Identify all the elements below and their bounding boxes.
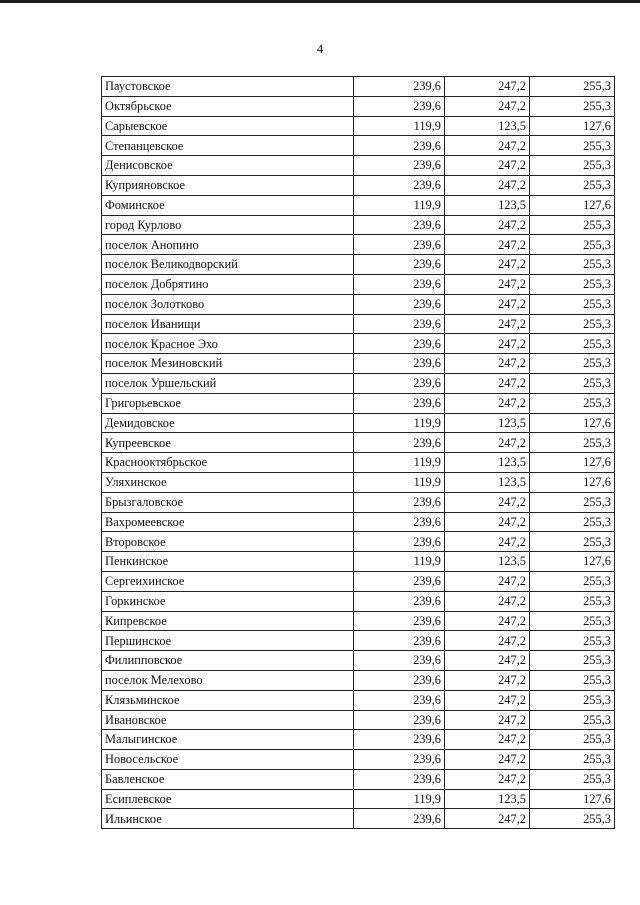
- value-cell-3: 255,3: [530, 77, 615, 97]
- value-cell-3: 255,3: [530, 314, 615, 334]
- value-cell-2: 247,2: [445, 710, 530, 730]
- value-cell-2: 247,2: [445, 314, 530, 334]
- settlement-name-cell: Куприяновское: [102, 175, 354, 195]
- table-row: [102, 195, 615, 215]
- settlement-name-cell: Вахромеевское: [102, 512, 354, 532]
- value-cell-3: 255,3: [530, 255, 615, 275]
- value-cell-1: 239,6: [354, 314, 445, 334]
- value-cell-2: 247,2: [445, 255, 530, 275]
- value-cell-1: 239,6: [354, 670, 445, 690]
- settlement-name-cell: поселок Мезиновский: [102, 354, 354, 374]
- value-cell-3: 255,3: [530, 591, 615, 611]
- value-cell-2: 247,2: [445, 809, 530, 829]
- table-row: [102, 789, 615, 809]
- settlement-name-cell: Ивановское: [102, 710, 354, 730]
- value-cell-2: 247,2: [445, 294, 530, 314]
- value-cell-3: 255,3: [530, 393, 615, 413]
- value-cell-1: 239,6: [354, 215, 445, 235]
- table-row: [102, 413, 615, 433]
- table-row: [102, 393, 615, 413]
- value-cell-3: 127,6: [530, 552, 615, 572]
- table-row: [102, 453, 615, 473]
- value-cell-2: 247,2: [445, 492, 530, 512]
- table-row: [102, 433, 615, 453]
- value-cell-3: 255,3: [530, 373, 615, 393]
- value-cell-3: 255,3: [530, 631, 615, 651]
- table-row: [102, 156, 615, 176]
- value-cell-1: 239,6: [354, 651, 445, 671]
- value-cell-2: 247,2: [445, 77, 530, 97]
- settlement-name-cell: Уляхинское: [102, 472, 354, 492]
- value-cell-2: 247,2: [445, 730, 530, 750]
- settlement-name-cell: поселок Уршельский: [102, 373, 354, 393]
- value-cell-1: 239,6: [354, 591, 445, 611]
- settlement-name-cell: поселок Иванищи: [102, 314, 354, 334]
- table-row: [102, 175, 615, 195]
- table-row: [102, 354, 615, 374]
- value-cell-2: 247,2: [445, 354, 530, 374]
- value-cell-1: 239,6: [354, 156, 445, 176]
- value-cell-2: 123,5: [445, 789, 530, 809]
- settlement-name-cell: поселок Добрятино: [102, 274, 354, 294]
- value-cell-3: 255,3: [530, 215, 615, 235]
- value-cell-3: 255,3: [530, 294, 615, 314]
- settlement-name-cell: город Курлово: [102, 215, 354, 235]
- table-row: [102, 552, 615, 572]
- value-cell-1: 239,6: [354, 334, 445, 354]
- settlement-name-cell: Першинское: [102, 631, 354, 651]
- table-row: [102, 77, 615, 97]
- value-cell-3: 127,6: [530, 413, 615, 433]
- value-cell-2: 247,2: [445, 651, 530, 671]
- table-row: [102, 136, 615, 156]
- value-cell-2: 247,2: [445, 235, 530, 255]
- value-cell-1: 119,9: [354, 789, 445, 809]
- top-border-line: [0, 0, 640, 3]
- table-row: [102, 215, 615, 235]
- value-cell-1: 119,9: [354, 472, 445, 492]
- value-cell-1: 239,6: [354, 690, 445, 710]
- settlement-name-cell: Брызгаловское: [102, 492, 354, 512]
- settlement-name-cell: Сергеихинское: [102, 571, 354, 591]
- value-cell-1: 119,9: [354, 116, 445, 136]
- value-cell-3: 255,3: [530, 571, 615, 591]
- value-cell-1: 239,6: [354, 730, 445, 750]
- table-row: [102, 670, 615, 690]
- table-row: [102, 373, 615, 393]
- value-cell-1: 239,6: [354, 631, 445, 651]
- value-cell-1: 119,9: [354, 552, 445, 572]
- value-cell-2: 247,2: [445, 631, 530, 651]
- settlement-name-cell: Фоминское: [102, 195, 354, 215]
- table-row: [102, 96, 615, 116]
- value-cell-2: 247,2: [445, 512, 530, 532]
- settlement-name-cell: Краснооктябрьское: [102, 453, 354, 473]
- value-cell-2: 247,2: [445, 373, 530, 393]
- settlement-name-cell: поселок Мелехово: [102, 670, 354, 690]
- settlement-name-cell: Октябрьское: [102, 96, 354, 116]
- value-cell-3: 127,6: [530, 453, 615, 473]
- value-cell-2: 123,5: [445, 413, 530, 433]
- value-cell-2: 123,5: [445, 472, 530, 492]
- settlement-name-cell: Бавленское: [102, 769, 354, 789]
- value-cell-2: 247,2: [445, 215, 530, 235]
- settlement-name-cell: Григорьевское: [102, 393, 354, 413]
- value-cell-2: 247,2: [445, 393, 530, 413]
- value-cell-3: 255,3: [530, 670, 615, 690]
- value-cell-3: 127,6: [530, 195, 615, 215]
- table-row: [102, 294, 615, 314]
- value-cell-1: 239,6: [354, 96, 445, 116]
- table-row: [102, 710, 615, 730]
- value-cell-2: 247,2: [445, 433, 530, 453]
- value-cell-2: 247,2: [445, 274, 530, 294]
- value-cell-2: 247,2: [445, 96, 530, 116]
- value-cell-2: 123,5: [445, 453, 530, 473]
- settlement-name-cell: Малыгинское: [102, 730, 354, 750]
- value-cell-3: 255,3: [530, 769, 615, 789]
- table-row: [102, 334, 615, 354]
- value-cell-3: 255,3: [530, 136, 615, 156]
- table-row: [102, 571, 615, 591]
- value-cell-3: 255,3: [530, 611, 615, 631]
- value-cell-2: 247,2: [445, 334, 530, 354]
- value-cell-2: 247,2: [445, 136, 530, 156]
- table-row: [102, 809, 615, 829]
- value-cell-1: 239,6: [354, 77, 445, 97]
- value-cell-3: 255,3: [530, 512, 615, 532]
- settlement-name-cell: Новосельское: [102, 750, 354, 770]
- table-row: [102, 472, 615, 492]
- value-cell-3: 255,3: [530, 433, 615, 453]
- tariff-table: [101, 76, 615, 829]
- value-cell-3: 255,3: [530, 274, 615, 294]
- value-cell-1: 239,6: [354, 492, 445, 512]
- value-cell-3: 127,6: [530, 472, 615, 492]
- value-cell-1: 119,9: [354, 195, 445, 215]
- value-cell-1: 239,6: [354, 532, 445, 552]
- value-cell-3: 255,3: [530, 690, 615, 710]
- value-cell-2: 123,5: [445, 552, 530, 572]
- value-cell-3: 255,3: [530, 809, 615, 829]
- value-cell-1: 239,6: [354, 611, 445, 631]
- value-cell-1: 239,6: [354, 809, 445, 829]
- table-row: [102, 235, 615, 255]
- table-row: [102, 512, 615, 532]
- settlement-name-cell: Пенкинское: [102, 552, 354, 572]
- table-row: [102, 631, 615, 651]
- value-cell-3: 255,3: [530, 651, 615, 671]
- page-number: 4: [316, 41, 324, 56]
- settlement-name-cell: поселок Золотково: [102, 294, 354, 314]
- table-row: [102, 492, 615, 512]
- value-cell-3: 255,3: [530, 730, 615, 750]
- value-cell-1: 239,6: [354, 710, 445, 730]
- value-cell-2: 247,2: [445, 750, 530, 770]
- table-row: [102, 314, 615, 334]
- value-cell-2: 247,2: [445, 156, 530, 176]
- value-cell-3: 255,3: [530, 354, 615, 374]
- value-cell-2: 247,2: [445, 175, 530, 195]
- settlement-name-cell: поселок Красное Эхо: [102, 334, 354, 354]
- value-cell-3: 127,6: [530, 789, 615, 809]
- value-cell-2: 123,5: [445, 195, 530, 215]
- settlement-name-cell: Кипревское: [102, 611, 354, 631]
- value-cell-2: 247,2: [445, 571, 530, 591]
- table-row: [102, 116, 615, 136]
- value-cell-1: 239,6: [354, 294, 445, 314]
- value-cell-3: 255,3: [530, 750, 615, 770]
- table-row: [102, 591, 615, 611]
- value-cell-1: 119,9: [354, 453, 445, 473]
- settlement-name-cell: Сарыевское: [102, 116, 354, 136]
- value-cell-2: 247,2: [445, 769, 530, 789]
- settlement-name-cell: Паустовское: [102, 77, 354, 97]
- settlement-name-cell: Ильинское: [102, 809, 354, 829]
- settlement-name-cell: Филипповское: [102, 651, 354, 671]
- value-cell-2: 247,2: [445, 670, 530, 690]
- table-row: [102, 690, 615, 710]
- tariff-table-body: [102, 77, 615, 829]
- settlement-name-cell: Денисовское: [102, 156, 354, 176]
- value-cell-2: 247,2: [445, 690, 530, 710]
- value-cell-1: 239,6: [354, 571, 445, 591]
- value-cell-1: 239,6: [354, 433, 445, 453]
- value-cell-3: 255,3: [530, 96, 615, 116]
- value-cell-3: 255,3: [530, 175, 615, 195]
- value-cell-2: 247,2: [445, 591, 530, 611]
- value-cell-1: 119,9: [354, 413, 445, 433]
- settlement-name-cell: поселок Великодворский: [102, 255, 354, 275]
- settlement-name-cell: Демидовское: [102, 413, 354, 433]
- value-cell-3: 255,3: [530, 235, 615, 255]
- value-cell-2: 247,2: [445, 611, 530, 631]
- settlement-name-cell: Степанцевское: [102, 136, 354, 156]
- value-cell-3: 255,3: [530, 710, 615, 730]
- table-row: [102, 255, 615, 275]
- table-row: [102, 750, 615, 770]
- settlement-name-cell: Горкинское: [102, 591, 354, 611]
- settlement-name-cell: Есиплевское: [102, 789, 354, 809]
- settlement-name-cell: Второвское: [102, 532, 354, 552]
- table-row: [102, 611, 615, 631]
- settlement-name-cell: Клязьминское: [102, 690, 354, 710]
- value-cell-3: 127,6: [530, 116, 615, 136]
- value-cell-3: 255,3: [530, 334, 615, 354]
- value-cell-1: 239,6: [354, 235, 445, 255]
- table-row: [102, 651, 615, 671]
- value-cell-1: 239,6: [354, 255, 445, 275]
- value-cell-1: 239,6: [354, 354, 445, 374]
- value-cell-3: 255,3: [530, 532, 615, 552]
- value-cell-1: 239,6: [354, 274, 445, 294]
- value-cell-2: 247,2: [445, 532, 530, 552]
- table-row: [102, 769, 615, 789]
- value-cell-1: 239,6: [354, 136, 445, 156]
- settlement-name-cell: поселок Анопино: [102, 235, 354, 255]
- value-cell-1: 239,6: [354, 373, 445, 393]
- value-cell-1: 239,6: [354, 512, 445, 532]
- table-row: [102, 730, 615, 750]
- value-cell-1: 239,6: [354, 750, 445, 770]
- value-cell-3: 255,3: [530, 492, 615, 512]
- value-cell-1: 239,6: [354, 175, 445, 195]
- value-cell-1: 239,6: [354, 393, 445, 413]
- value-cell-1: 239,6: [354, 769, 445, 789]
- settlement-name-cell: Купреевское: [102, 433, 354, 453]
- table-row: [102, 274, 615, 294]
- value-cell-3: 255,3: [530, 156, 615, 176]
- value-cell-2: 123,5: [445, 116, 530, 136]
- table-row: [102, 532, 615, 552]
